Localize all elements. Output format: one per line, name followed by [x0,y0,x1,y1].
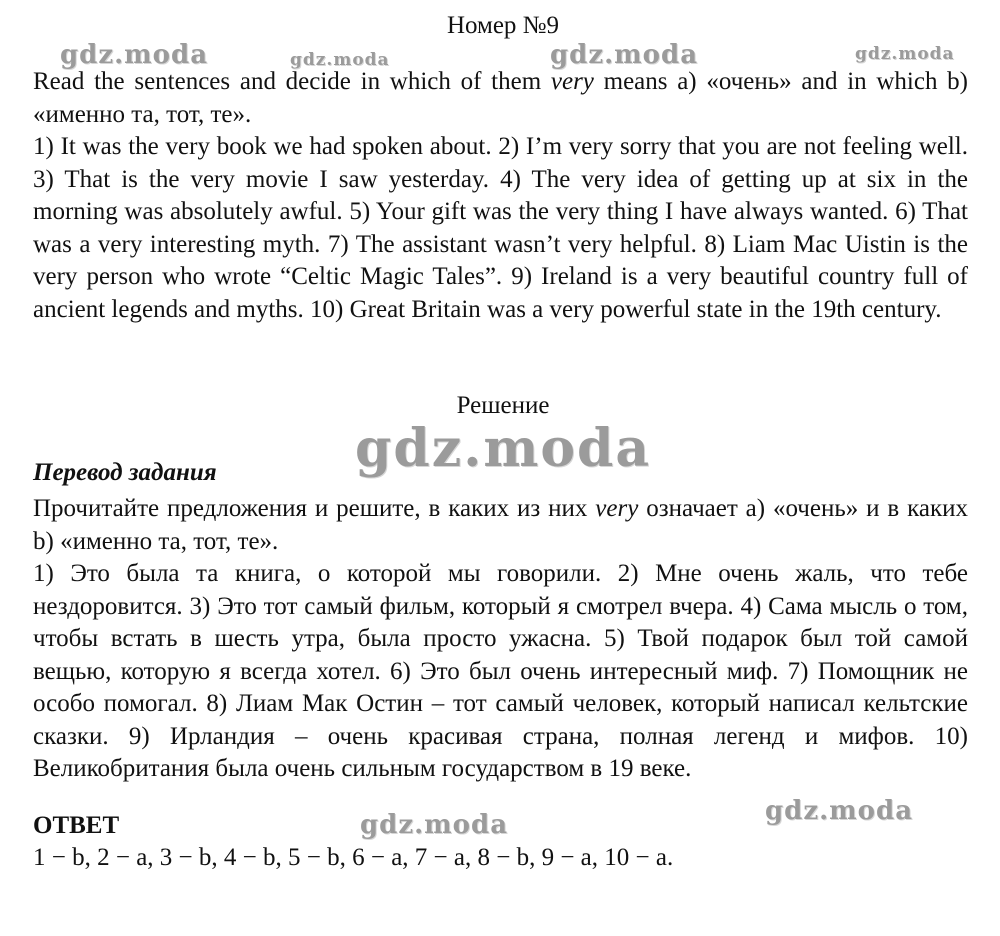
translation-sentences: 1) Это была та книга, о которой мы говорили. 2) Мне очень жаль, что тебе нездоровится. 3) Это тот самый фильм, который я смотрел вчера. 4) Сама мысль о том, чтобы встать в шесть утра, была просто ужасна. 5) Твой подарок был той самой вещью, которую я всегда хотел. 6) Это был очень интересный миф. 7) Помощник не особо помогал. 8) Лиам Мак Остин – тот самый человек, который написал кельтские сказки. 9) Ирландия – очень красивая страна, полная легенд и мифов. 10) Великобритания была очень сильным государством в 19 веке. [33,560,968,782]
emphasized-word: very [550,68,594,95]
task-text [33,66,968,326]
translation-heading: Перевод задания [33,459,217,486]
watermark-logo: gdz.moda [360,810,509,840]
watermark-logo: gdz.moda [855,44,955,64]
watermark-logo: gdz.moda [290,50,390,70]
task-intro: Read the sentences and decide in which of them [33,68,551,95]
translation-text [33,493,968,786]
watermark-logo: gdz.moda [550,40,699,70]
task-intro-end: means a) «очень» and in which b) «именно та, тот, те». [33,68,968,128]
solution-title: Решение [456,392,550,419]
answer-heading: ОТВЕТ [33,812,120,839]
emphasized-word: very [595,495,639,522]
translation-intro-end: означает a) «очень» и в каких b) «именно та, тот, те». [33,495,968,555]
watermark-logo: gdz.moda [765,796,914,826]
translation-intro: Прочитайте предложения и решите, в каких из них [33,495,596,522]
task-sentences: 1) It was the very book we had spoken about. 2) I’m very sorry that you are not feeling well. 3) That is the very movie I saw yesterday. 4) The very idea of getting up at six in the morning was absolutely awful. 5) Your gift was the very thing I have always wanted. 6) That was a very interesting myth. 7) The assistant wasn’t very helpful. 8) Liam Mac Uistin is the very person who wrote “Celtic Magic Tales”. 9) Ireland is a very beautiful country full of ancient legends and myths. 10) Great Britain was a very powerful state in the 19th century. [33,133,968,323]
watermark-logo: gdz.moda [355,418,652,479]
watermark-logo: gdz.moda [60,40,209,70]
exercise-title: Номер №9 [446,12,560,39]
answer-text: 1 − b, 2 − a, 3 − b, 4 − b, 5 − b, 6 − a, 7 − a, 8 − b, 9 − a, 10 − a. [33,844,674,871]
